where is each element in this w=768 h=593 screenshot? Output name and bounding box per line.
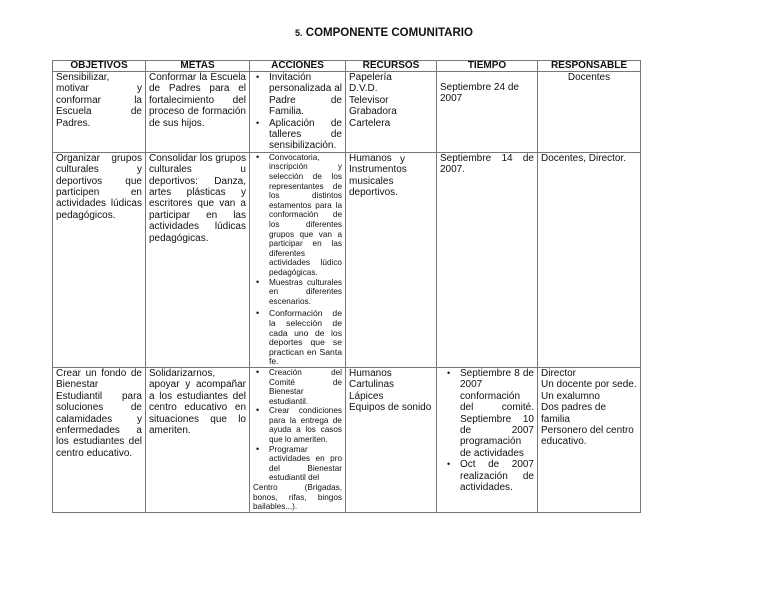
acciones-cell (250, 152, 346, 367)
meta-cell: Consolidar los grupos culturales u deportivos: Danza, artes plásticas y escritores que van a participar en las actividades lúdicas pedagógicas. (146, 152, 250, 367)
header-objetivos: OBJETIVOS (53, 61, 146, 72)
recurso-item: D.V.D. (349, 83, 378, 95)
recurso-item: Papelería (349, 72, 392, 83)
responsable-cell (538, 367, 641, 512)
tiempo-cell (437, 367, 538, 512)
responsable-item: Un exalumno (541, 390, 600, 402)
table-row (53, 367, 641, 512)
stray-text: y (400, 154, 405, 165)
header-responsable: RESPONSABLE (538, 61, 641, 72)
tiempo-cell: Septiembre 14 de 2007. (437, 152, 538, 367)
recurso-item: Cartulinas (349, 379, 395, 391)
responsable-cell (538, 72, 641, 153)
recurso-item: Cartelera (349, 117, 391, 129)
objetivo-cell: Organizar grupos culturales y deportivos que participen en actividades lúdicas pedagógicos. (53, 152, 146, 367)
accion-item: • Programar actividades en pro del Bienestar estudiantil del (269, 445, 342, 483)
section-number: 5. (295, 28, 303, 38)
recurso-item: Instrumentos (349, 164, 407, 176)
component-table (52, 60, 641, 513)
tiempo-item: • Septiembre 8 de 2007 conformación del comité. Septiembre 10 de 2007 programación de actividades (460, 368, 534, 459)
recurso-item: musicales (349, 175, 394, 187)
accion-tail: Centro (Brigadas, bonos, rifas, bingos bailables...). (253, 483, 342, 512)
accion-item: • Aplicación de talleres de sensibilización. (269, 118, 342, 152)
responsable-item: Docentes, Director. (541, 152, 627, 164)
accion-item: • Invitación personalizada al Padre de Familia. (269, 72, 342, 118)
responsable-item: Director (541, 367, 577, 379)
recurso-item: Grabadora (349, 106, 397, 118)
header-recursos: RECURSOS (346, 61, 437, 72)
header-row (53, 61, 641, 72)
recurso-item: Equipos de sonido (349, 402, 432, 414)
meta-cell: Solidarizarnos, apoyar y acompañar a los estudiantes del centro educativo en situaciones que lo ameriten. (146, 367, 250, 512)
tiempo-cell: Septiembre 24 de 2007 (437, 72, 538, 153)
accion-item: • Convocatoria, inscripción y selección de los representantes de los distintos estamentos para la conformación de los diferentes grupos que van a participar en las diferentes actividades lúdico pedagógicas. (269, 153, 342, 278)
section-title-text: COMPONENTE COMUNITARIO (305, 27, 473, 39)
recurso-item: Lápices (349, 390, 384, 402)
recurso-item: Humanos (349, 367, 392, 379)
header-tiempo: TIEMPO (437, 61, 538, 72)
acciones-cell (250, 367, 346, 512)
responsable-cell (538, 152, 641, 367)
recurso-item: deportivos. (349, 187, 398, 199)
responsable-item: Dos padres de familia (541, 402, 607, 425)
recursos-cell (346, 367, 437, 512)
recursos-cell (346, 72, 437, 153)
table-row (53, 72, 641, 153)
section-title (0, 27, 768, 39)
accion-item: • Crear condiciones para la entrega de ayuda a los casos que lo ameriten. (269, 406, 342, 444)
table-row (53, 152, 641, 367)
meta-cell: Conformar la Escuela de Padres para el fortalecimiento del proceso de formación de sus hijos. (146, 72, 250, 153)
recurso-item: Humanos (349, 152, 392, 164)
tiempo-item: • Oct de 2007 realización de actividades. (460, 459, 534, 493)
responsable-item: Docentes (567, 72, 611, 83)
header-metas: METAS (146, 61, 250, 72)
recurso-item: Televisor (349, 94, 389, 106)
accion-item: • Muestras culturales en diferentes escenarios. (269, 278, 342, 307)
objetivo-cell: Sensibilizar, motivar y conformar la Escuela de Padres. (53, 72, 146, 153)
accion-item: • Conformación de la selección de cada uno de los deportes que se practican en Santa fe. (269, 309, 342, 367)
responsable-item: Un docente por sede. (541, 379, 637, 391)
responsable-item: Personero del centro educativo. (541, 424, 634, 448)
acciones-cell (250, 72, 346, 153)
header-acciones: ACCIONES (250, 61, 346, 72)
accion-item: • Creación del Comité de Bienestar estudiantil. (269, 368, 342, 406)
recursos-cell (346, 152, 437, 367)
objetivo-cell: Crear un fondo de Bienestar Estudiantil para soluciones de calamidades y enfermedades a los estudiantes del centro educativo. (53, 367, 146, 512)
